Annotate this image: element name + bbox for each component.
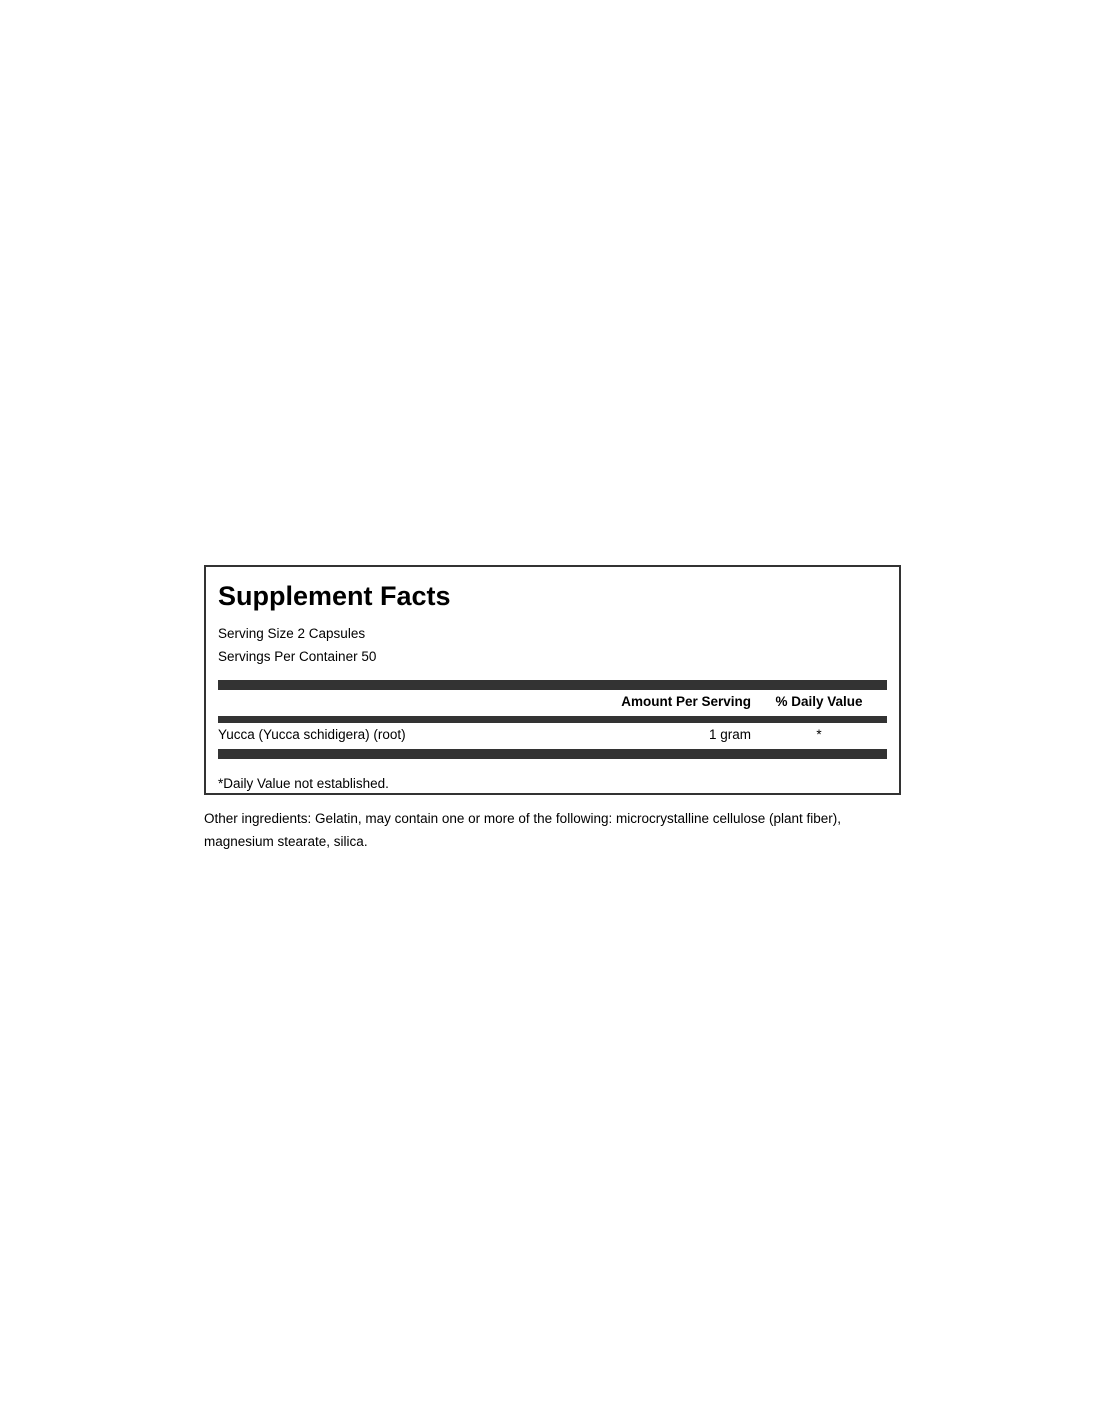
servings-per-container-text: Servings Per Container 50 bbox=[218, 648, 377, 664]
daily-value-footnote: *Daily Value not established. bbox=[218, 776, 389, 791]
ingredient-daily-value: * bbox=[816, 726, 822, 742]
other-ingredients-text: Other ingredients: Gelatin, may contain one or more of the following: microcrystalline cellulose (plant fiber), magnesium stearate, silica. bbox=[204, 811, 842, 849]
table-header-row bbox=[218, 690, 887, 712]
divider-bar-bottom bbox=[218, 749, 887, 759]
header-daily-value: % Daily Value bbox=[775, 693, 863, 709]
panel-title: Supplement Facts bbox=[218, 581, 451, 611]
ingredient-amount: 1 gram bbox=[708, 726, 751, 742]
divider-bar-top bbox=[218, 680, 887, 690]
divider-bar-header bbox=[218, 716, 887, 723]
ingredient-name: Yucca (Yucca schidigera) (root) bbox=[218, 726, 406, 742]
supplement-facts-panel bbox=[204, 565, 901, 795]
table-row bbox=[218, 723, 887, 745]
serving-size-text: Serving Size 2 Capsules bbox=[218, 626, 366, 641]
header-amount-per-serving: Amount Per Serving bbox=[621, 693, 751, 709]
